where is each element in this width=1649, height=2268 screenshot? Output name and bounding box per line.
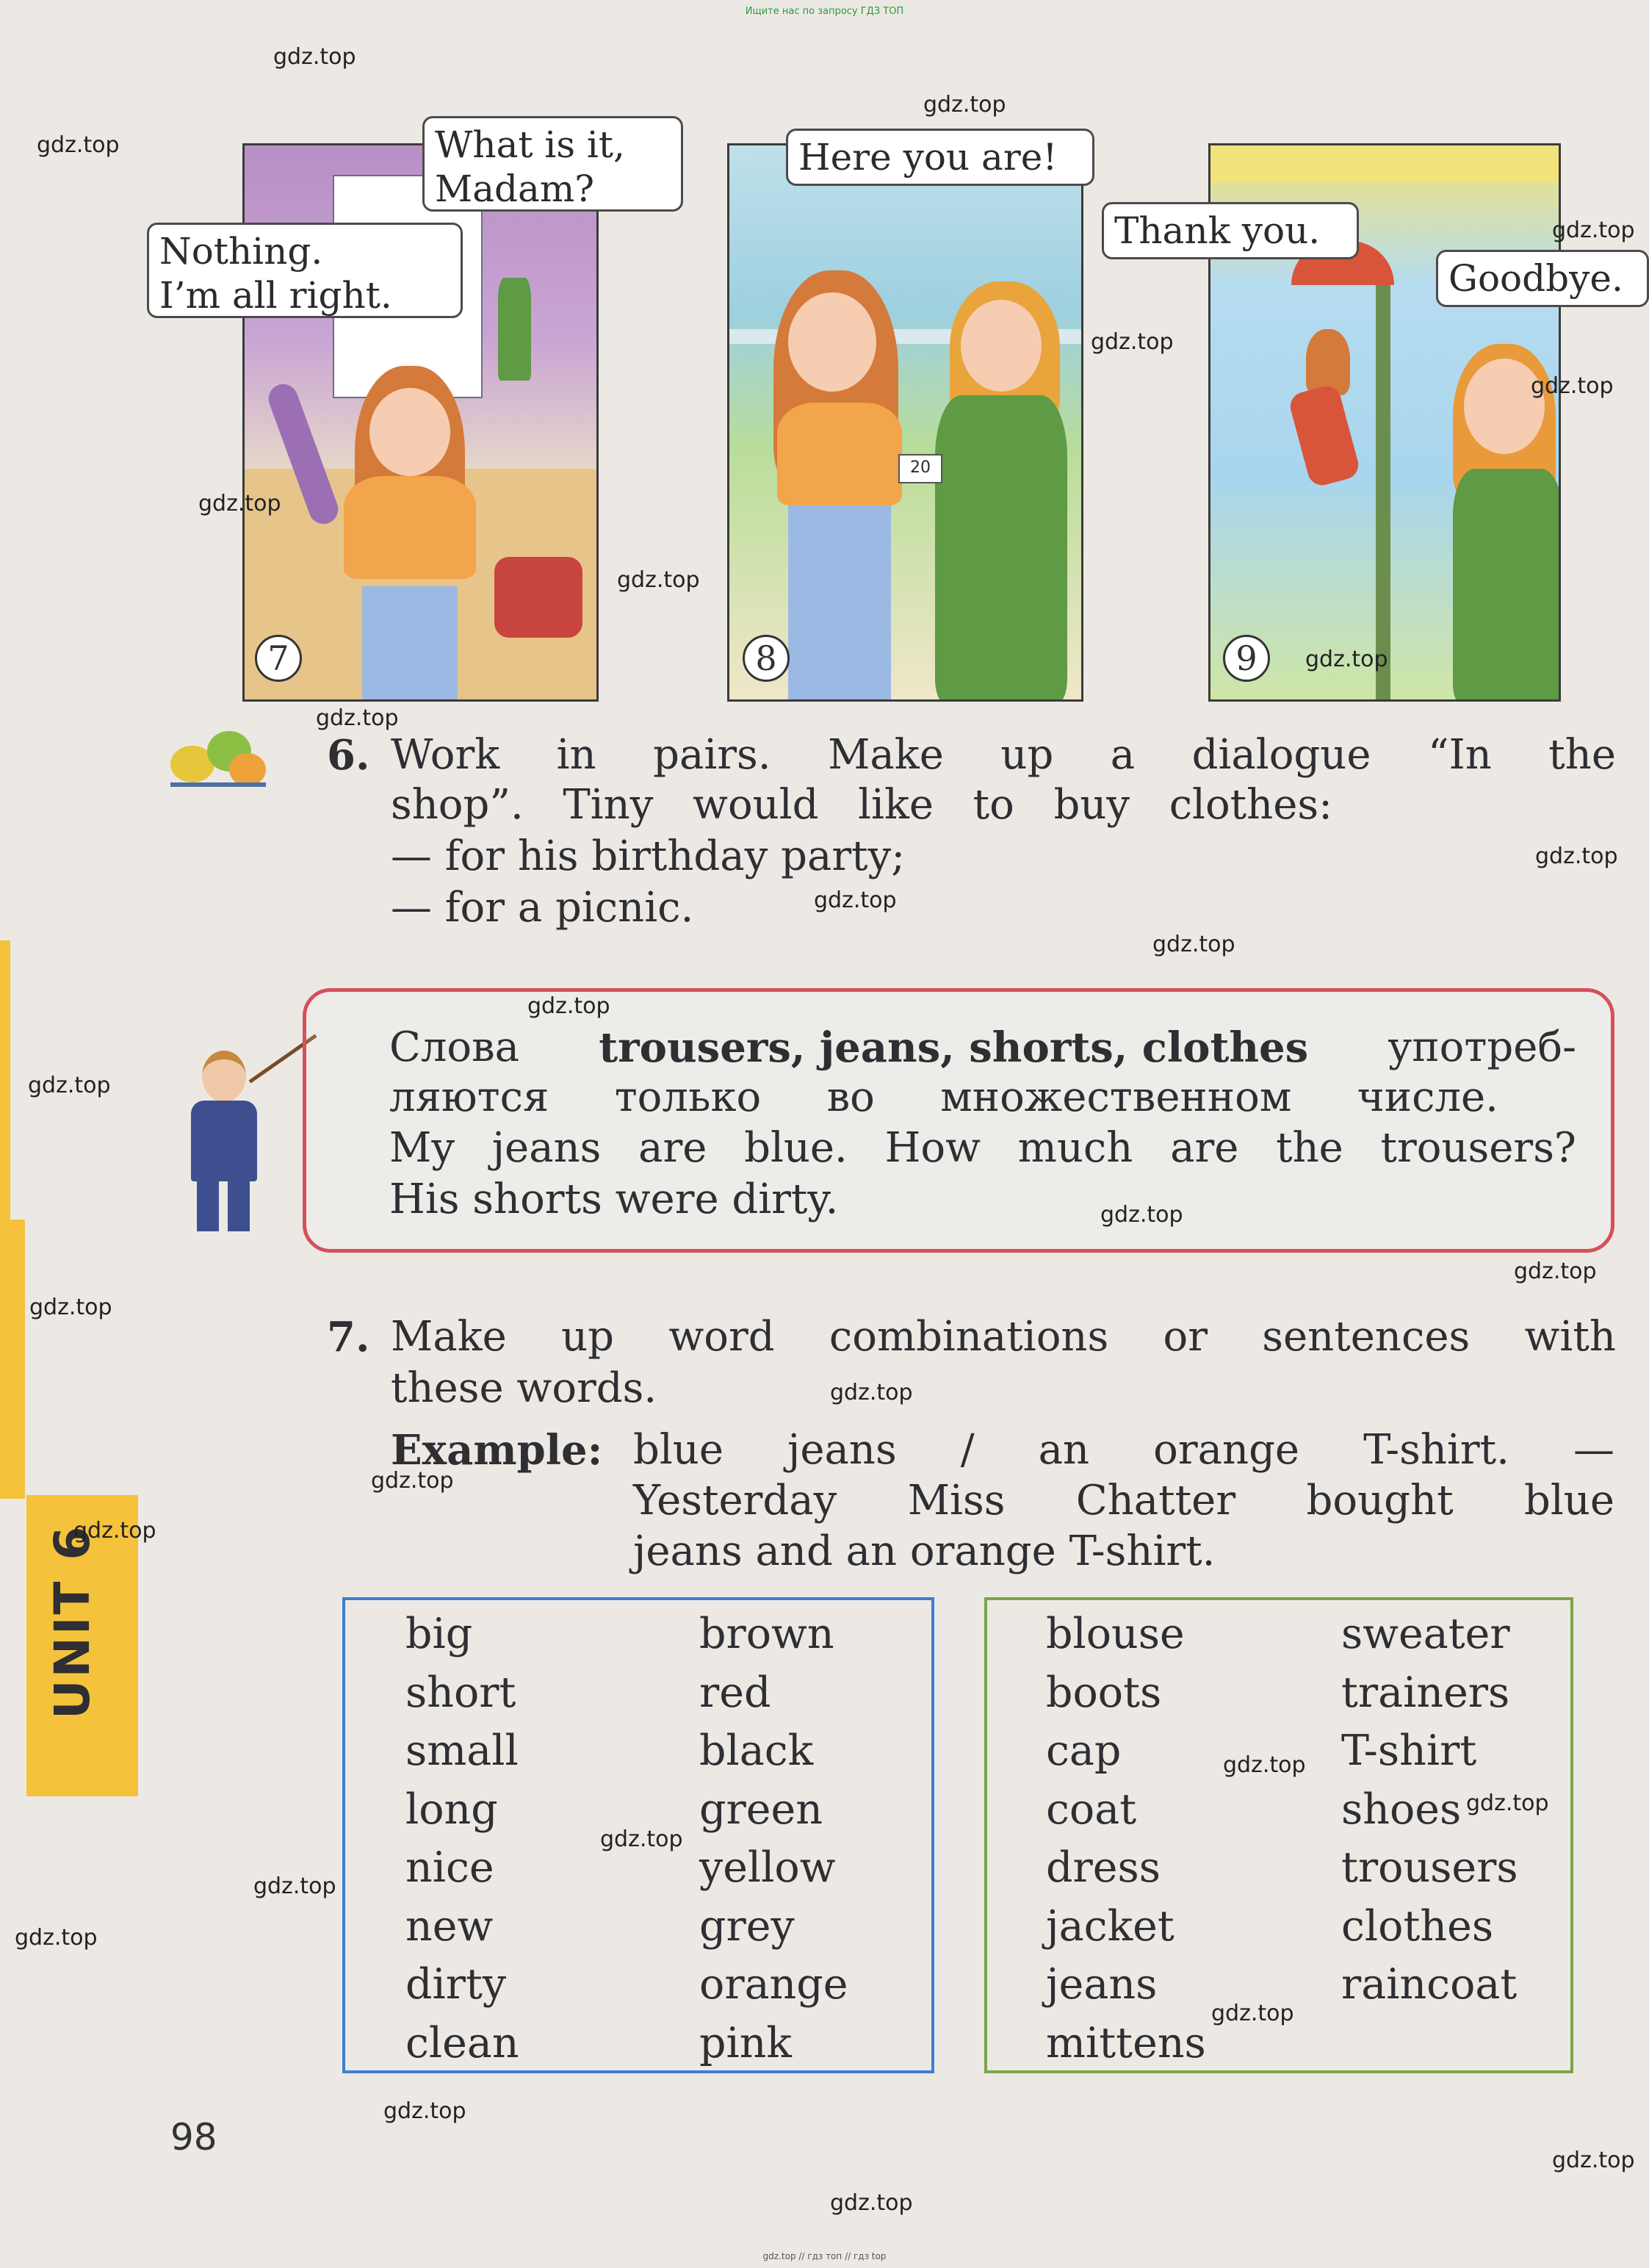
window-frame bbox=[1376, 285, 1390, 702]
word: nice bbox=[405, 1843, 494, 1892]
watermark: gdz.top bbox=[814, 888, 897, 913]
flying-girl bbox=[1306, 329, 1350, 395]
panel-number: 9 bbox=[1223, 635, 1270, 682]
watermark: gdz.top bbox=[1531, 373, 1614, 399]
word: clean bbox=[405, 2018, 519, 2067]
speech-bubble: Nothing. I’m all right. bbox=[147, 223, 463, 318]
word: shoes bbox=[1341, 1785, 1462, 1834]
word: long bbox=[405, 1785, 498, 1834]
watermark: gdz.top bbox=[1305, 647, 1388, 672]
watermark: gdz.top bbox=[1100, 1202, 1183, 1228]
watermark: gdz.top bbox=[1552, 217, 1635, 243]
word: raincoat bbox=[1341, 1960, 1518, 2009]
watermark: gdz.top bbox=[830, 2190, 913, 2216]
rule-line: ляются только во множественном числе. bbox=[389, 1073, 1498, 1121]
girl-shirt bbox=[777, 403, 902, 505]
watermark: gdz.top bbox=[830, 1380, 913, 1405]
word-column-colours bbox=[699, 1605, 848, 2073]
exercise-number: 6. bbox=[327, 731, 370, 780]
girl-jeans bbox=[362, 586, 458, 702]
watermark: gdz.top bbox=[1552, 2148, 1635, 2173]
panel-number: 7 bbox=[255, 635, 302, 682]
exercise6-line: Work in pairs. Make up a dialogue “In the bbox=[391, 731, 1616, 779]
word: new bbox=[405, 1901, 494, 1951]
word: coat bbox=[1046, 1785, 1137, 1834]
watermark: gdz.top bbox=[1535, 843, 1618, 869]
exercise7-line: these words. bbox=[391, 1364, 657, 1412]
word-column-sizes bbox=[405, 1605, 519, 2073]
watermark: gdz.top bbox=[1223, 1752, 1306, 1778]
watermark: gdz.top bbox=[15, 1925, 98, 1951]
picture-panel-8 bbox=[727, 143, 1083, 702]
watermark: gdz.top bbox=[383, 2098, 466, 2124]
word: boots bbox=[1046, 1668, 1162, 1717]
watermark: gdz.top bbox=[253, 1873, 336, 1899]
word: blouse bbox=[1046, 1610, 1185, 1658]
watermark: gdz.top bbox=[28, 1073, 111, 1098]
word: cap bbox=[1046, 1727, 1122, 1775]
word: trousers bbox=[1341, 1843, 1518, 1892]
word: orange bbox=[699, 1960, 848, 2009]
birds-icon bbox=[170, 724, 266, 797]
example-line: jeans and an orange T-shirt. bbox=[633, 1527, 1216, 1575]
girl-face bbox=[369, 388, 450, 476]
awning bbox=[1210, 145, 1561, 182]
word-column-clothes-1 bbox=[1046, 1605, 1206, 2073]
teacher-icon bbox=[176, 1051, 294, 1242]
unit-label: UNIT 6 bbox=[44, 1524, 101, 1719]
watermark: gdz.top bbox=[600, 1826, 683, 1852]
watermark: gdz.top bbox=[1514, 1259, 1597, 1284]
word: T-shirt bbox=[1341, 1727, 1477, 1775]
rule-line: Слова trousers, jeans, shorts, clothes употреб- bbox=[389, 1023, 1576, 1072]
exercise6-item: — for his birthday party; bbox=[391, 832, 906, 880]
word: big bbox=[405, 1610, 473, 1658]
rule-line: His shorts were dirty. bbox=[389, 1176, 839, 1223]
exercise7-line: Make up word combinations or sentences with bbox=[391, 1313, 1616, 1361]
watermark: gdz.top bbox=[316, 705, 399, 731]
assistant-dress bbox=[1453, 469, 1561, 702]
watermark: gdz.top bbox=[527, 993, 610, 1019]
page-number: 98 bbox=[170, 2116, 217, 2159]
shop-assistant-small bbox=[498, 278, 531, 381]
word: jeans bbox=[1046, 1960, 1158, 2009]
flying-girl-body bbox=[1287, 383, 1361, 489]
watermark: gdz.top bbox=[923, 92, 1006, 118]
assistant-face bbox=[961, 300, 1042, 392]
speech-bubble: What is it, Madam? bbox=[422, 116, 683, 212]
side-strip bbox=[0, 940, 10, 1220]
watermark: gdz.top bbox=[371, 1468, 454, 1494]
example-line: Yesterday Miss Chatter bought blue bbox=[633, 1477, 1614, 1524]
word: brown bbox=[699, 1610, 834, 1658]
word: pink bbox=[699, 2018, 792, 2067]
side-strip bbox=[0, 1220, 25, 1499]
top-banner: Ищите нас по запросу ГДЗ ТОП bbox=[745, 6, 904, 17]
panel-number: 8 bbox=[743, 635, 790, 682]
watermark: gdz.top bbox=[1152, 932, 1235, 957]
watermark: gdz.top bbox=[1091, 329, 1174, 355]
example-line: blue jeans / an orange T-shirt. — bbox=[633, 1426, 1614, 1474]
word: small bbox=[405, 1727, 519, 1775]
assistant-dress bbox=[935, 395, 1067, 702]
girl-face bbox=[788, 292, 876, 392]
word: clothes bbox=[1341, 1901, 1494, 1951]
word: green bbox=[699, 1785, 823, 1834]
watermark: gdz.top bbox=[273, 44, 356, 70]
speech-bubble: Goodbye. bbox=[1436, 250, 1649, 307]
word: jacket bbox=[1046, 1901, 1174, 1951]
speech-bubble: Thank you. bbox=[1102, 202, 1359, 259]
rule-line: My jeans are blue. How much are the trousers? bbox=[389, 1124, 1576, 1172]
watermark: gdz.top bbox=[198, 491, 281, 516]
watermark: gdz.top bbox=[37, 132, 120, 158]
word: yellow bbox=[699, 1843, 836, 1892]
word: black bbox=[699, 1727, 814, 1775]
example-label: Example: bbox=[391, 1426, 603, 1475]
exercise-number: 7. bbox=[327, 1313, 370, 1361]
word: red bbox=[699, 1668, 771, 1717]
exercise6-line: shop”. Tiny would like to buy clothes: bbox=[391, 781, 1332, 829]
bottom-banner: gdz.top // гдз топ // гдз top bbox=[762, 2251, 887, 2261]
word: short bbox=[405, 1668, 516, 1717]
exercise6-item: — for a picnic. bbox=[391, 884, 694, 932]
word: trainers bbox=[1341, 1668, 1510, 1717]
word: mittens bbox=[1046, 2018, 1206, 2067]
girl-shirt bbox=[344, 476, 476, 579]
watermark: gdz.top bbox=[617, 567, 700, 593]
watermark: gdz.top bbox=[29, 1295, 112, 1320]
word: dirty bbox=[405, 1960, 507, 2009]
word: sweater bbox=[1341, 1610, 1510, 1658]
word: grey bbox=[699, 1901, 795, 1951]
watermark: gdz.top bbox=[1211, 2001, 1294, 2026]
handbag bbox=[494, 557, 582, 638]
word: dress bbox=[1046, 1843, 1161, 1892]
speech-bubble: Here you are! bbox=[786, 129, 1094, 186]
watermark: gdz.top bbox=[1466, 1790, 1549, 1816]
price-tag: 20 bbox=[898, 454, 942, 483]
watermark: gdz.top bbox=[73, 1518, 156, 1544]
girl-jeans bbox=[788, 505, 891, 702]
